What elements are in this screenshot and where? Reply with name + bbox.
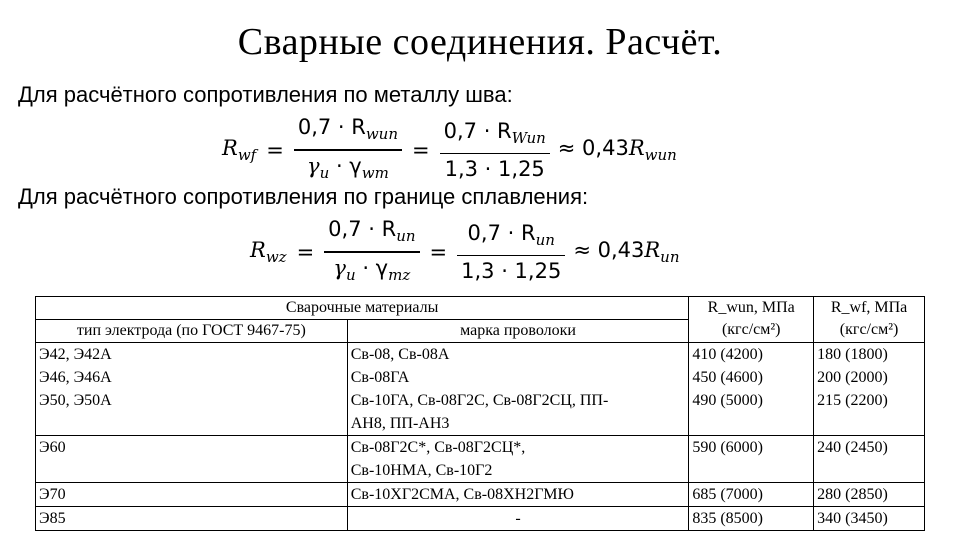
table-row	[36, 436, 925, 483]
cell-line: 450 (4600)	[692, 369, 763, 386]
slide-title: Сварные соединения. Расчёт.	[237, 21, 723, 63]
cell-line: Св-10ГА, Св-08Г2С, Св-08Г2СЦ, ПП-	[350, 392, 609, 409]
welding-materials-table	[35, 296, 925, 531]
rwun-header: R_wun, МПа (кгс/см²)	[689, 297, 814, 343]
cell-line: Э85	[39, 510, 66, 527]
cell-line: 180 (1800)	[817, 346, 888, 363]
wire-cell	[347, 343, 689, 436]
cell-line: 835 (8500)	[692, 510, 763, 527]
cell-line: 685 (7000)	[692, 486, 763, 503]
wire-cell	[347, 483, 689, 507]
cell-line: -	[515, 510, 521, 527]
section2-heading: Для расчётного сопротивления по границе сплавления:	[18, 184, 589, 209]
cell-line: 280 (2850)	[817, 486, 888, 503]
table-row	[36, 507, 925, 531]
electrode-type-header: тип электрода (по ГОСТ 9467-75)	[36, 320, 348, 343]
table-row	[36, 483, 925, 507]
electrode-cell	[36, 483, 348, 507]
formula2-lhs: $R_{wz}$	[250, 237, 287, 266]
cell-line: Св-08ГА	[350, 369, 410, 386]
cell-line: Св-10ХГ2СМА, Св-08ХН2ГМЮ	[350, 486, 574, 503]
cell-line: Э46, Э46А	[39, 369, 112, 386]
wire-cell	[347, 507, 689, 531]
formula2-frac2: $\frac{0,7 \cdot R_{un}}{1,3 \cdot 1,25}$	[457, 218, 565, 287]
formula1-lhs: $R_{wf}$	[222, 135, 257, 164]
formula1-result: ≈ $0,43R_{wun}$	[557, 135, 677, 164]
electrode-cell	[36, 507, 348, 531]
cell-line: 590 (6000)	[692, 439, 763, 456]
wire-grade-header: марка проволоки	[347, 320, 689, 343]
cell-line: Э70	[39, 486, 66, 503]
electrode-cell	[36, 436, 348, 483]
formula2-result: ≈ $0,43R_{un}$	[573, 237, 680, 266]
rwun-cell	[689, 507, 814, 531]
rwun-cell	[689, 436, 814, 483]
cell-line: Э50, Э50А	[39, 392, 112, 409]
formula1-frac2: $\frac{0,7 \cdot R_{Wun}}{1,3 \cdot 1,25}$	[440, 116, 550, 185]
rwun-cell	[689, 343, 814, 436]
fusion-boundary-formula: $R_{wz}$ = $\frac{0,7 \cdot R_{un}}{\gamma_u \cdot \gamma_{mz}}$ = $\frac{0,7 \cdot R_{un}}{1,3 \cdot 1,25}$ ≈ $0,43R_{un}$	[250, 214, 679, 290]
group-header: Сварочные материалы	[36, 297, 689, 320]
cell-line: 215 (2200)	[817, 392, 888, 409]
rwf-header: R_wf, МПа (кгс/см²)	[814, 297, 925, 343]
table-row	[36, 343, 925, 436]
cell-line: Св-10НМА, Св-10Г2	[350, 462, 493, 479]
rwf-cell	[814, 483, 925, 507]
cell-line: АН8, ПП-АН3	[350, 415, 450, 432]
rwf-cell	[814, 436, 925, 483]
cell-line: 240 (2450)	[817, 439, 888, 456]
formula1-frac1: $\frac{0,7 \cdot R_{wun}}{\gamma_u \cdot \gamma_{wm}}$	[294, 112, 402, 188]
cell-line: Э42, Э42А	[39, 346, 112, 363]
section1-heading: Для расчётного сопротивления по металлу шва:	[18, 82, 513, 107]
rwf-cell	[814, 507, 925, 531]
cell-line: 410 (4200)	[692, 346, 763, 363]
cell-line: 340 (3450)	[817, 510, 888, 527]
cell-line: 490 (5000)	[692, 392, 763, 409]
cell-line: Св-08, Св-08А	[350, 346, 450, 363]
cell-line: 200 (2000)	[817, 369, 888, 386]
cell-line: Э60	[39, 439, 66, 456]
rwf-cell	[814, 343, 925, 436]
rwun-cell	[689, 483, 814, 507]
cell-line: Св-08Г2С*, Св-08Г2СЦ*,	[350, 439, 526, 456]
weld-metal-formula: $R_{wf}$ = $\frac{0,7 \cdot R_{wun}}{\gamma_u \cdot \gamma_{wm}}$ = $\frac{0,7 \cdot R_{Wun}}{1,3 \cdot 1,25}$ ≈ $0,43R_{wun}$	[222, 112, 677, 188]
electrode-cell	[36, 343, 348, 436]
formula2-frac1: $\frac{0,7 \cdot R_{un}}{\gamma_u \cdot \gamma_{mz}}$	[324, 214, 419, 290]
wire-cell	[347, 436, 689, 483]
